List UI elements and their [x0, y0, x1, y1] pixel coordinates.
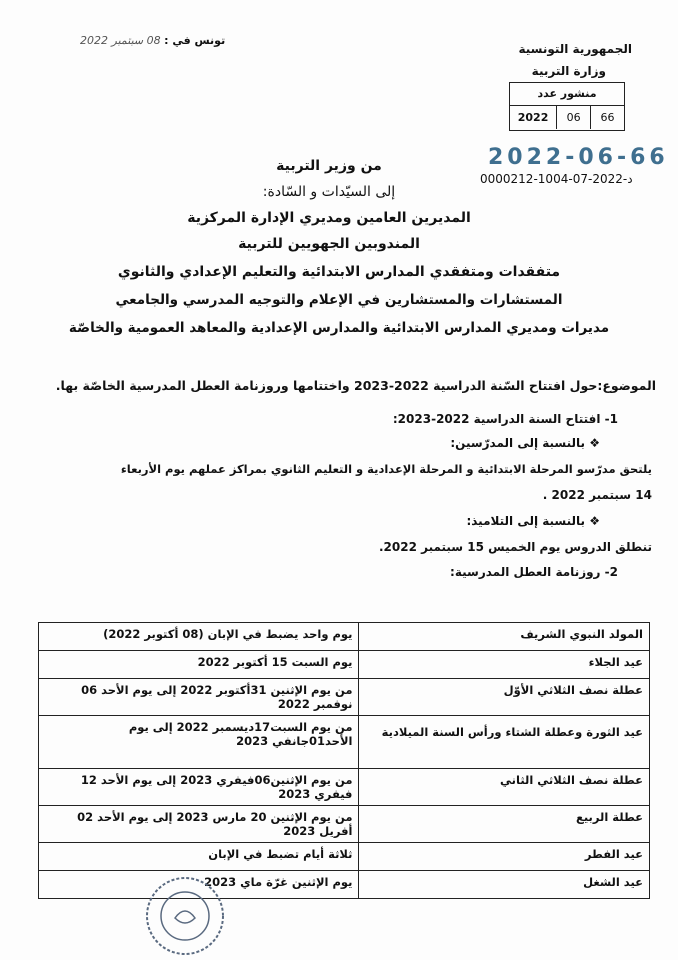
reference-number: د-2022-07-1004-0000212 — [480, 172, 633, 186]
holidays-table — [38, 622, 650, 899]
holiday-name: عطلة نصف الثلاثي الأوّل — [359, 679, 650, 716]
table-row — [39, 843, 650, 871]
holiday-date: يوم الإثنين غرّة ماي 2023 — [39, 871, 359, 899]
table-row — [39, 679, 650, 716]
from-line: من وزير التربية — [276, 158, 382, 174]
table-row — [39, 806, 650, 843]
recipient: المندوبين الجهويين للتربية — [238, 236, 420, 252]
holiday-date: من يوم الإثنين 20 مارس 2023 إلى يوم الأحد 02 أفريل 2023 — [39, 806, 359, 843]
ministry-header: وزارة التربية — [531, 64, 606, 78]
circular-month: 06 — [556, 106, 590, 129]
recipient: المستشارات والمستشارين في الإعلام والتوجيه المدرسي والجامعي — [115, 292, 563, 308]
stamp-number: 2022-06-66 — [488, 145, 669, 170]
circular-label: منشور عدد — [510, 83, 624, 106]
holiday-date: من يوم الإثنين06فيفري 2023 إلى يوم الأحد 12 فيفري 2023 — [39, 769, 359, 806]
recipient: مديرات ومديري المدارس الابتدائية والمدارس الإعدادية والمعاهد العمومية والخاصّة — [68, 320, 610, 336]
circular-number-box — [509, 82, 625, 131]
circular-year: 2022 — [517, 111, 549, 124]
holiday-date: من يوم السبت17ديسمبر 2022 إلى يوم الأحد01جانفي 2023 — [39, 716, 359, 769]
handwritten-date: 08 سبتمبر 2022 — [80, 34, 161, 47]
holiday-name: عيد الفطر — [359, 843, 650, 871]
pupils-label: ❖ بالنسبة إلى التلاميذ: — [466, 514, 600, 528]
pupils-label-text: بالنسبة إلى التلاميذ: — [466, 514, 586, 528]
holiday-name: عيد الجلاء — [359, 651, 650, 679]
republic-header: الجمهورية التونسية — [518, 42, 632, 56]
section-1-title: 1- افتتاح السنة الدراسية 2022-2023: — [392, 412, 618, 426]
recipient: المديرين العامين ومديري الإدارة المركزية — [187, 210, 471, 226]
subject-line: الموضوع:حول افتتاح السّنة الدراسية 2022-2023 واختتامها وروزنامة العطل المدرسية الخاصّة بها. — [55, 378, 656, 393]
place-date — [80, 34, 225, 47]
teachers-text: يلتحق مدرّسو المرحلة الابتدائية و المرحلة الإعدادية و التعليم الثانوي بمراكز عملهم يوم الأربعاء — [120, 462, 652, 476]
table-row — [39, 623, 650, 651]
teachers-text-date: 14 سبتمبر 2022 . — [542, 488, 652, 502]
place-date-label: تونس في : — [164, 34, 226, 47]
official-seal-stamp — [130, 868, 240, 958]
holiday-name: عيد الثورة وعطلة الشتاء ورأس السنة الميلادية — [359, 716, 650, 769]
holiday-name: عيد الشغل — [359, 871, 650, 899]
holiday-name: عطلة الربيع — [359, 806, 650, 843]
teachers-label-text: بالنسبة إلى المدرّسين: — [450, 436, 586, 450]
pupils-text: تنطلق الدروس يوم الخميس 15 سبتمبر 2022. — [378, 540, 652, 554]
holiday-date: يوم واحد يضبط في الإبان (08 أكتوبر 2022) — [39, 623, 359, 651]
section-2-title: 2- روزنامة العطل المدرسية: — [450, 565, 618, 579]
holiday-date: ثلاثة أيام تضبط في الإبان — [39, 843, 359, 871]
holiday-name: المولد النبوي الشريف — [359, 623, 650, 651]
recipient: متفقدات ومتفقدي المدارس الابتدائية والتعليم الإعدادي والثانوي — [117, 264, 561, 280]
teachers-label: ❖ بالنسبة إلى المدرّسين: — [450, 436, 600, 450]
to-line: إلى السيّدات و السّادة: — [262, 184, 396, 200]
table-row — [39, 651, 650, 679]
table-row — [39, 769, 650, 806]
holiday-date: يوم السبت 15 أكتوبر 2022 — [39, 651, 359, 679]
holiday-name: عطلة نصف الثلاثي الثاني — [359, 769, 650, 806]
holiday-date: من يوم الإثنين 31أكتوبر 2022 إلى يوم الأحد 06 نوفمبر 2022 — [39, 679, 359, 716]
table-row — [39, 716, 650, 769]
circular-num: 66 — [590, 106, 624, 129]
